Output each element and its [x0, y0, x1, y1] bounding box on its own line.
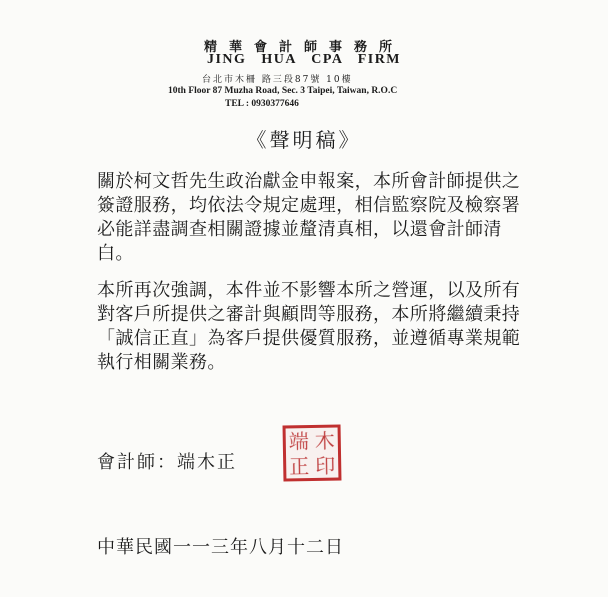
seal-char: 印 — [315, 453, 336, 478]
statement-date: 中華民國一一三年八月十二日 — [97, 537, 344, 558]
seal-char: 端 — [288, 428, 309, 453]
seal-char: 正 — [289, 453, 310, 478]
firm-address-english: 10th Floor 87 Muzha Road, Sec. 3 Taipei, Taiwan, R.O.C — [168, 86, 398, 96]
accountant-signature-line: 會計師：端木正 — [97, 452, 237, 473]
firm-name-english: JING HUA CPA FIRM — [206, 52, 402, 67]
red-seal-stamp — [283, 424, 342, 481]
statement-title: 《聲明稿》 — [246, 128, 362, 152]
statement-paragraph-2: 本所再次強調，本件並不影響本所之營運，以及所有對客戶所提供之審計與顧問等服務，本所將繼續秉持「誠信正直」為客戶提供優質服務，並遵循專業規範執行相關業務。 — [97, 280, 521, 373]
firm-telephone: TEL : 0930377646 — [225, 99, 299, 109]
seal-char: 木 — [314, 428, 335, 453]
firm-name-chinese: 精華會計師事務所 — [203, 40, 404, 55]
firm-address-chinese: 台北市木柵 路三段87號 10樓 — [202, 75, 353, 85]
statement-paragraph-1: 關於柯文哲先生政治獻金申報案，本所會計師提供之簽證服務，均依法令規定處理，相信監察院及檢察署必能詳盡調查相關證據並釐清真相，以還會計師清白。 — [97, 171, 521, 264]
